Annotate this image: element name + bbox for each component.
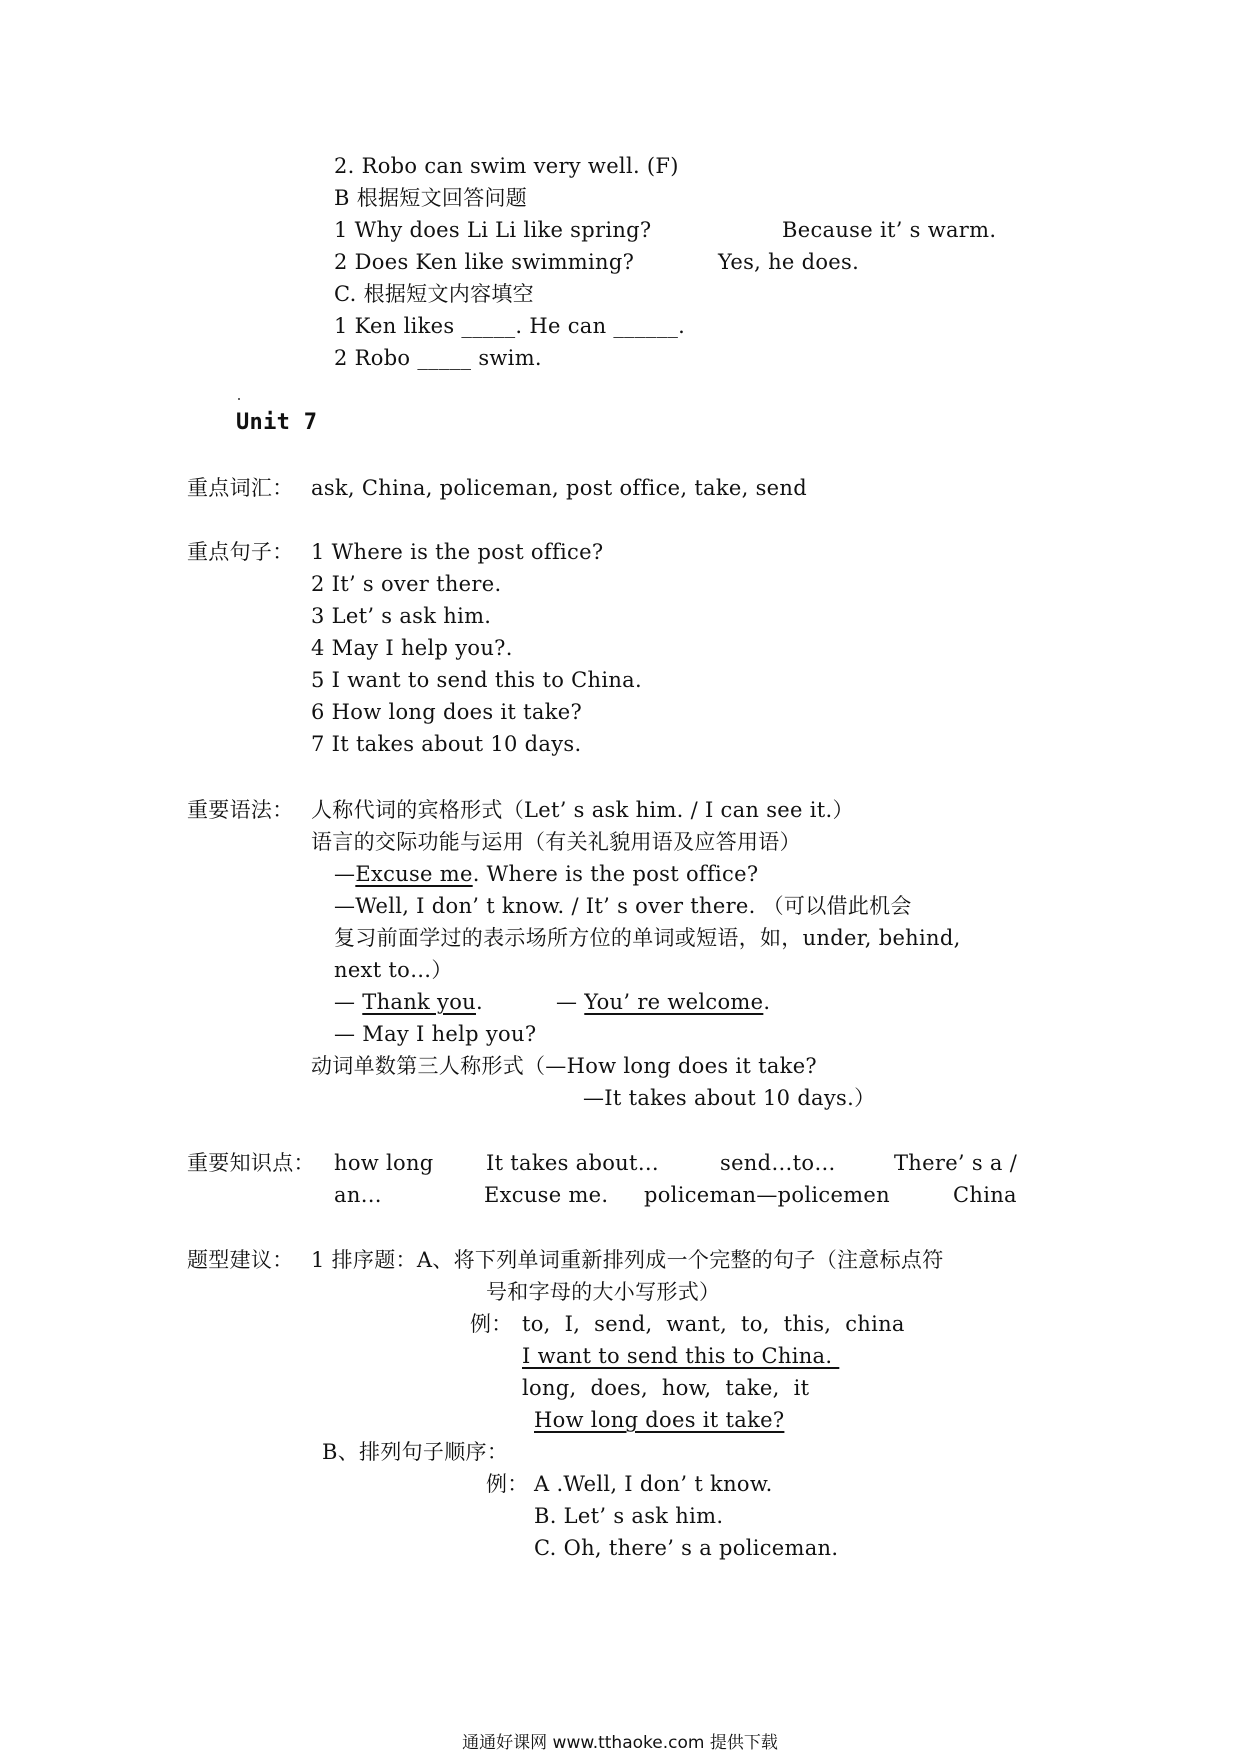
dash: — — [334, 990, 363, 1014]
grammar-4: —It takes about 10 days.） — [583, 1086, 876, 1110]
suggest-b: B、排列句子顺序： — [322, 1440, 509, 1464]
knowledge-label: 重要知识点： — [187, 1151, 315, 1175]
vocab-label: 重点词汇： — [187, 476, 294, 500]
prev-b-q1: 1 Why does Li Li like spring? — [334, 218, 652, 242]
knowledge-policeman: policeman—policemen — [644, 1183, 890, 1207]
prev-item-2: 2. Robo can swim very well. (F) — [334, 154, 679, 178]
sentence-7: 7 It takes about 10 days. — [311, 732, 582, 756]
sentence-5: 5 I want to send this to China. — [311, 668, 642, 692]
knowledge-excuse: Excuse me. — [484, 1183, 609, 1207]
knowledge-theres-a: There’ s a / — [894, 1151, 1018, 1175]
knowledge-an: an… — [334, 1183, 382, 1207]
sentence-2: 2 It’ s over there. — [311, 572, 502, 596]
grammar-may: — May I help you? — [334, 1022, 537, 1046]
sentence-3: 3 Let’ s ask him. — [311, 604, 492, 628]
suggest-2: 号和字母的大小写形式） — [486, 1280, 721, 1304]
unit-title: Unit 7 — [236, 410, 318, 435]
suggest-answer-1: I want to send this to China. — [522, 1344, 840, 1368]
grammar-well-3: next to…） — [334, 958, 453, 982]
vocab-list: ask, China, policeman, post office, take, send — [311, 476, 807, 500]
suggest-b-c: C. Oh, there’ s a policeman. — [534, 1536, 839, 1560]
suggest-b-example-label: 例： — [486, 1472, 529, 1496]
suggest-b-b: B. Let’ s ask him. — [534, 1504, 724, 1528]
prev-b-title: B 根据短文回答问题 — [334, 186, 528, 210]
suggest-words-1: to, I, send, want, to, this, china — [522, 1312, 905, 1336]
prev-c-title: C. 根据短文内容填空 — [334, 282, 534, 306]
suggest-label: 题型建议： — [187, 1248, 294, 1272]
suggest-example-label: 例： — [470, 1312, 513, 1336]
suggest-answer-2: How long does it take? — [534, 1408, 785, 1432]
grammar-well-1: —Well, I don’ t know. / It’ s over there. （可以借此机会 — [334, 894, 912, 918]
stray-dot — [238, 398, 240, 400]
period: . — [476, 990, 483, 1014]
prev-c-1: 1 Ken likes _____. He can ______. — [334, 314, 686, 338]
knowledge-it-takes: It takes about… — [486, 1151, 660, 1175]
excuse-me-underlined: Excuse me — [355, 862, 473, 886]
grammar-welcome-line — [556, 987, 770, 1017]
dash: — — [556, 990, 585, 1014]
grammar-3: 动词单数第三人称形式（—How long does it take? — [311, 1054, 817, 1078]
period: . — [763, 990, 771, 1014]
knowledge-how-long: how long — [334, 1151, 434, 1175]
sentence-4: 4 May I help you?. — [311, 636, 513, 660]
prev-b-a2: Yes, he does. — [718, 250, 860, 274]
grammar-excuse-line — [334, 859, 758, 889]
prev-b-q2: 2 Does Ken like swimming? — [334, 250, 635, 274]
grammar-thank-line — [334, 987, 483, 1017]
dash: — — [334, 862, 356, 886]
sentences-label: 重点句子： — [187, 540, 294, 564]
grammar-label: 重要语法： — [187, 798, 294, 822]
footer: 通通好课网 www.tthaoke.com 提供下载 — [462, 1733, 778, 1753]
prev-c-2: 2 Robo _____ swim. — [334, 346, 542, 370]
knowledge-china: China — [953, 1183, 1017, 1207]
grammar-2: 语言的交际功能与运用（有关礼貌用语及应答用语） — [311, 830, 801, 854]
suggest-words-2: long, does, how, take, it — [522, 1376, 810, 1400]
thank-you-underlined: Thank you — [362, 990, 476, 1014]
sentence-1: 1 Where is the post office? — [311, 540, 604, 564]
suggest-b-a: A .Well, I don’ t know. — [534, 1472, 773, 1496]
welcome-underlined: You’ re welcome — [584, 990, 764, 1014]
knowledge-send-to: send…to… — [720, 1151, 836, 1175]
prev-b-a1: Because it’ s warm. — [782, 218, 997, 242]
grammar-1: 人称代词的宾格形式（Let’ s ask him. / I can see it.） — [311, 798, 854, 822]
grammar-well-2: 复习前面学过的表示场所方位的单词或短语，如，under, behind, — [334, 926, 961, 950]
sentence-6: 6 How long does it take? — [311, 700, 583, 724]
where-text: . Where is the post office? — [472, 862, 759, 886]
suggest-1: 1 排序题：A、将下列单词重新排列成一个完整的句子（注意标点符 — [311, 1248, 944, 1272]
